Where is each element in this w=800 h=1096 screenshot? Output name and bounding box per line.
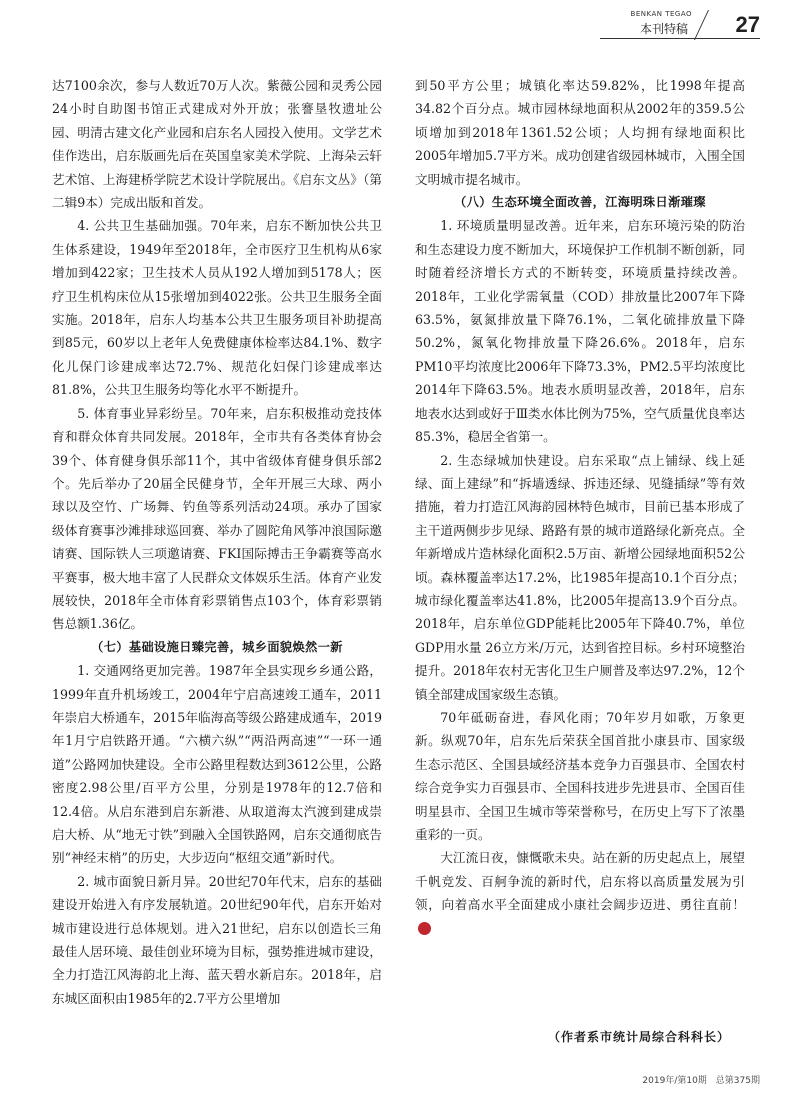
left-column [52,74,382,1010]
paragraph: 2. 城市面貌日新月异。20世纪70年代末，启东的基础建设开始进入有序发展轨道。20世纪90年代，启东开始对城市建设进行总体规划。进入21世纪，启东以创造长三角最佳人居环境、最佳创业环境为目标，强势推进城市建设，全力打造江风海韵北上海、蓝天碧水新启东。2018年，启东城区面积由1985年的2.7平方公里增加 [52,873,382,1006]
header-divider [694,10,709,40]
issue-footer: 2019年/第10期 总第375期 [642,1076,760,1086]
paragraph: 到50平方公里；城镇化率达59.82%，比1998年提高34.82个百分点。城市园林绿地面积从2002年的359.5公顷增加到2018年1361.52公顷；人均拥有绿地面积比2005年增加5.7平方米。成功创建省级园林城市，入围全国文明城市提名城市。 [415,78,745,187]
column-name-english: BENKAN TEGAO [630,10,692,18]
header-rule [600,38,760,39]
closing-text: 大江流日夜，慷慨歌未央。站在新的历史起点上，展望千帆竞发、百舸争流的新时代，启东将以高质量发展为引领，向着高水平全面建成小康社会阔步迈进、勇往直前！ [415,850,745,913]
closing-paragraph [415,846,745,940]
paragraph: 5. 体育事业异彩纷呈。70年来，启东积极推动竞技体育和群众体育共同发展。2018年，全市共有各类体育协会39个、体育健身俱乐部11个，其中省级体育健身俱乐部2个。先后举办了20届全民健身节，全年开展三大球、两小球以及空竹、广场舞、钓鱼等系列活动24项。承办了国家级体育赛事沙滩排球巡回赛、举办了圆陀角风筝冲浪国际邀请赛、国际铁人三项邀请赛、FKI国际搏击王争霸赛等高水平赛事，极大地丰富了人民群众文体娱乐生活。体育产业发展较快，2018年全市体育彩票销售点103个，体育彩票销售总额1.36亿。 [52,405,382,632]
page-header [540,10,760,38]
paragraph: 达7100余次，参与人数近70万人次。紫薇公园和灵秀公园24小时自助图书馆正式建成对外开放；张謇垦牧遗址公园、明清古建文化产业园和启东名人园投入使用。文学艺术佳作迭出，启东版画先后在英国皇家美术学院、上海朵云轩艺术馆、上海建桥学院艺术设计学院展出。《启东文丛》（第二辑9本）完成出版和首发。 [52,78,382,211]
section-heading: （七）基础设施日臻完善，城乡面貌焕然一新 [91,639,343,654]
author-note: （作者系市统计局综合科科长） [548,1030,731,1044]
paragraph: 70年砥砺奋进，春风化雨；70年岁月如歌，万象更新。纵观70年，启东先后荣获全国首批小康县市、国家级生态示范区、全国县域经济基本竞争力百强县市、全国农村综合竞争实力百强县市、全国科技进步先进县市、全国百佳明星县市、全国卫生城市等荣誉称号，在历史上写下了浓墨重彩的一页。 [415,709,745,842]
paragraph: 4. 公共卫生基础加强。70年来，启东不断加快公共卫生体系建设，1949年至2018年，全市医疗卫生机构从6家增加到422家；卫生技术人员从192人增加到5178人；医疗卫生机构床位从15张增加到4022张。公共卫生服务全面实施。2018年，启东人均基本公共卫生服务项目补助提高到85元，60岁以上老年人免费健康体检率达84.1%、数字化儿保门诊建成率达72.7%、规范化妇保门诊建成率达81.8%，公共卫生服务均等化水平不断提升。 [52,218,382,398]
paragraph: 2. 生态绿城加快建设。启东采取“点上铺绿、线上延绿、面上建绿”和“拆墙透绿、拆违还绿、见缝插绿”等有效措施，着力打造江风海韵园林特色城市，目前已基本形成了主干道两侧步步见绿、路路有景的城市道路绿化新亮点。全年新增成片造林绿化面积2.5万亩、新增公园绿地面积52公顷。森林覆盖率达17.2%，比1985年提高10.1个百分点；城市绿化覆盖率达41.8%，比2005年提高13.9个百分点。2018年，启东单位GDP能耗比2005年下降40.7%，单位GDP用水量 26立方米/万元，达到省控目标。乡村环境整治提升。2018年农村无害化卫生户厕普及率达97.2%，12个镇全部建成国家级生态镇。 [415,452,745,702]
paragraph: 1. 环境质量明显改善。近年来，启东环境污染的防治和生态建设力度不断加大，环境保护工作机制不断创新，同时随着经济增长方式的不断转变，环境质量持续改善。2018年，工业化学需氧量（COD）排放量比2007年下降63.5%，氨氮排放量下降76.1%，二氧化硫排放量下降50.2%，氮氧化物排放量下降26.6%。2018年，启东PM10平均浓度比2006年下降73.3%，PM2.5平均浓度比2014年下降63.5%。地表水质明显改善，2018年，启东地表水达到或好于Ⅲ类水体比例为75%，空气质量优良率达85.3%，稳居全省第一。 [415,218,745,445]
right-column [415,74,745,940]
paragraph: 1. 交通网络更加完善。1987年全县实现乡乡通公路，1999年直升机场竣工，2004年宁启高速竣工通车，2011年崇启大桥通车，2015年临海高等级公路建成通车，2019年1月宁启铁路开通。“六横六纵”“两沿两高速”“一环一通道”公路网加快建设。全市公路里程数达到3612公里，公路密度2.98公里/百平方公里，分别是1978年的12.7倍和12.4倍。从启东港到启东新港、从取道海太汽渡到建成崇启大桥、从“地无寸铁”到融入全国铁路网，启东交通彻底告别“神经末梢”的历史，大步迈向“枢纽交通”新时代。 [52,663,382,866]
end-mark-icon [418,922,431,935]
section-heading: （八）生态环境全面改善，江海明珠日渐璀璨 [454,195,706,210]
page-number: 27 [735,12,760,37]
column-name: 本刊特稿 [639,22,688,36]
